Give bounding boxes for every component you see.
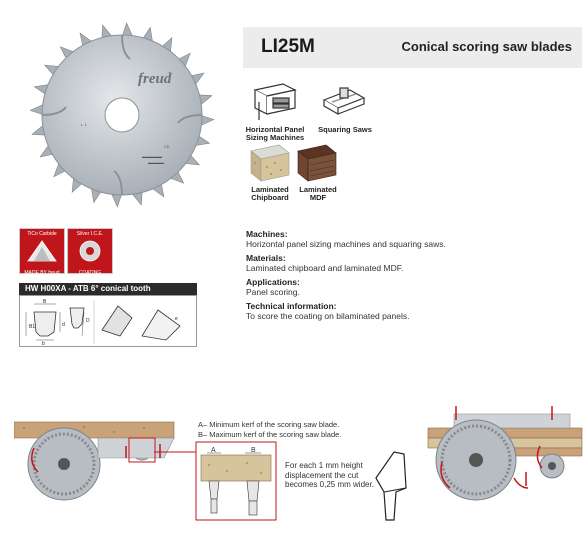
tooth-label-b: b bbox=[42, 341, 45, 346]
tooth-geometry-panel bbox=[19, 295, 197, 347]
badge-title-tico: TiCo Carbide bbox=[27, 231, 57, 237]
horizontal-panel-sizing-machine-icon bbox=[249, 80, 301, 124]
info-text-machines: Horizontal panel sizing machines and squaring saws. bbox=[246, 239, 446, 249]
product-title: Conical scoring saw blades bbox=[401, 39, 572, 54]
svg-text:CE: CE bbox=[164, 144, 170, 149]
saw-blade-image bbox=[30, 8, 215, 218]
detail-connector bbox=[150, 442, 200, 462]
conical-tooth-profile bbox=[370, 448, 414, 522]
scoring-diagram-left bbox=[14, 418, 184, 526]
laminated-mdf-swatch bbox=[296, 143, 338, 183]
info-heading-materials: Materials: bbox=[246, 253, 286, 263]
tooth-label-e: e bbox=[175, 316, 178, 322]
info-heading-applications: Applications: bbox=[246, 277, 300, 287]
svg-text:⊥ 1: ⊥ 1 bbox=[80, 122, 87, 127]
info-text-applications: Panel scoring. bbox=[246, 287, 300, 297]
silver-ice-badge bbox=[67, 228, 113, 274]
badge-sub-ice: COATING bbox=[78, 270, 102, 276]
squaring-saw-icon bbox=[320, 82, 368, 122]
kerf-b-text: B– Maximum kerf of the scoring saw blade. bbox=[198, 430, 342, 439]
kerf-b-letter: B bbox=[251, 447, 256, 454]
laminated-chipboard-swatch bbox=[249, 143, 291, 183]
svg-text:▬▬▬▬: ▬▬▬▬ bbox=[148, 160, 164, 165]
info-heading-technical: Technical information: bbox=[246, 301, 337, 311]
tooth-panel-title: HW H00XA - ATB 6° conical tooth bbox=[19, 283, 197, 295]
material-label-mdf: Laminated MDF bbox=[299, 185, 337, 202]
tico-carbide-badge bbox=[19, 228, 65, 274]
info-text-materials: Laminated chipboard and laminated MDF. bbox=[246, 263, 404, 273]
info-text-technical: To score the coating on bilaminated panels. bbox=[246, 311, 410, 321]
tooth-label-B: B bbox=[43, 299, 47, 305]
badge-sub-tico: MADE BY freud bbox=[24, 270, 60, 276]
tooth-label-D: D bbox=[86, 318, 90, 324]
info-block bbox=[246, 229, 576, 325]
blade-brand: freud bbox=[138, 71, 172, 87]
displacement-note: For each 1 mm height displacement the cut becomes 0,25 mm wider. bbox=[285, 461, 374, 489]
scoring-diagram-right bbox=[424, 402, 586, 528]
product-code: LI25M bbox=[261, 36, 315, 57]
material-label-chipboard: Laminated Chipboard bbox=[251, 185, 289, 202]
tooth-label-B1: B1 bbox=[29, 324, 36, 330]
kerf-a-letter: A bbox=[211, 447, 216, 454]
kerf-a-text: A– Minimum kerf of the scoring saw blade. bbox=[198, 420, 340, 429]
machine-label-squaring: Squaring Saws bbox=[318, 125, 372, 134]
machine-label-horizontal: Horizontal Panel Sizing Machines bbox=[245, 125, 305, 142]
product-header bbox=[243, 27, 582, 68]
badge-title-ice: Silver I.C.E. bbox=[76, 231, 104, 237]
tooth-label-d: d bbox=[62, 322, 65, 328]
svg-text:▬▬▬▬▬: ▬▬▬▬▬ bbox=[142, 154, 162, 159]
info-heading-machines: Machines: bbox=[246, 229, 288, 239]
kerf-detail-diagram bbox=[195, 441, 277, 521]
